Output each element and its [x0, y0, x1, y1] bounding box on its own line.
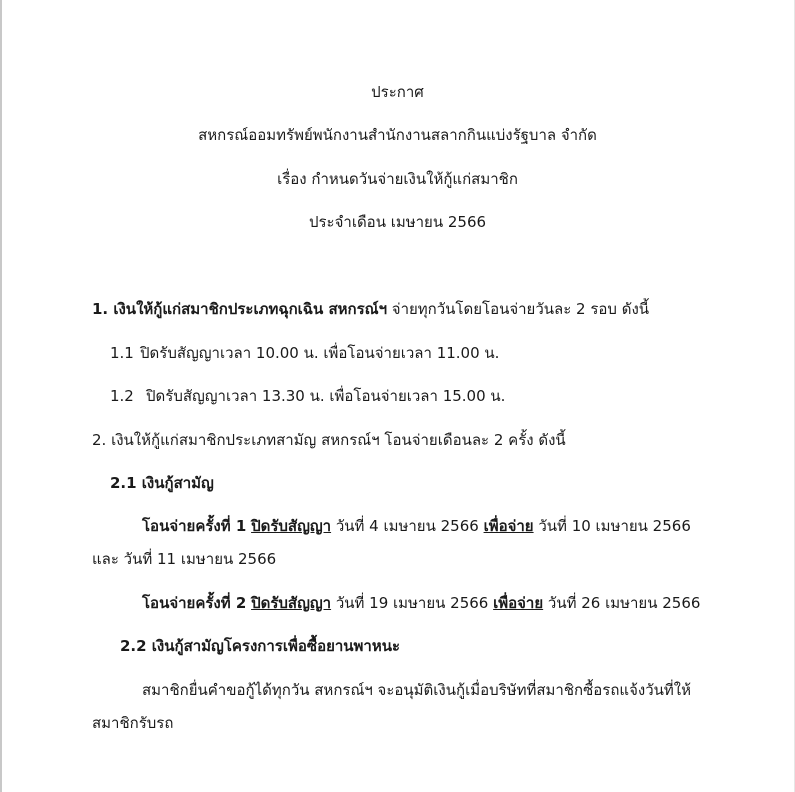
round1-continuation: และ วันที่ 11 เมษายน 2566: [92, 550, 277, 568]
round2-pay-label: เพื่อจ่าย: [493, 594, 544, 612]
organization-name: สหกรณ์ออมทรัพย์พนักงานสำนักงานสลากกินแบ่งรัฐบาล จำกัด: [198, 126, 597, 144]
section1-item-2: [110, 385, 505, 407]
round2-close-label: ปิดรับสัญญา: [251, 594, 332, 612]
section2-2-heading: 2.2 เงินกู้สามัญโครงการเพื่อซื้อยานพาหนะ: [120, 637, 401, 655]
section1-heading-rest: จ่ายทุกวันโดยโอนจ่ายวันละ 2 รอบ ดังนี้: [387, 300, 650, 318]
round1-close-date: วันที่ 4 เมษายน 2566: [331, 517, 484, 535]
round2-label: โอนจ่ายครั้งที่ 2: [142, 594, 247, 612]
round1-pay-date: วันที่ 10 เมษายน 2566: [533, 517, 691, 535]
section2-2-heading-line: [120, 635, 400, 657]
page-left-border: [0, 0, 2, 792]
round1-pay-label: เพื่อจ่าย: [483, 517, 534, 535]
announcement-subject: เรื่อง กำหนดวันจ่ายเงินให้กู้แก่สมาชิก: [277, 170, 518, 188]
round1-close-label: ปิดรับสัญญา: [251, 517, 332, 535]
round2-line: [142, 592, 700, 614]
announcement-title: ประกาศ: [371, 83, 424, 101]
round1-label: โอนจ่ายครั้งที่ 1: [142, 517, 247, 535]
section2-heading: 2. เงินให้กู้แก่สมาชิกประเภทสามัญ สหกรณ์ฯ โอนจ่ายเดือนละ 2 ครั้ง ดังนี้: [92, 431, 566, 449]
section1-item-2-text: ปิดรับสัญญาเวลา 13.30 น. เพื่อโอนจ่ายเวลา 15.00 น.: [146, 387, 506, 405]
section1-item-2-number: 1.2: [110, 387, 134, 405]
round2-close-date: วันที่ 19 เมษายน 2566: [331, 594, 494, 612]
round2-pay-date: วันที่ 26 เมษายน 2566: [543, 594, 701, 612]
section1-item-1-text: ปิดรับสัญญาเวลา 10.00 น. เพื่อโอนจ่ายเวลา 11.00 น.: [140, 344, 500, 362]
section2-1-heading-line: [110, 472, 214, 494]
section1-item-1: [110, 342, 499, 364]
section2-2-text-line2: สมาชิกรับรถ: [92, 714, 174, 732]
section1-item-1-number: 1.1: [110, 344, 134, 362]
section1-heading: 1. เงินให้กู้แก่สมาชิกประเภทฉุกเฉิน สหกรณ์ฯ: [92, 300, 388, 318]
round1-line: [142, 515, 691, 537]
section2-1-heading: 2.1 เงินกู้สามัญ: [110, 474, 214, 492]
section2-2-text-line1: สมาชิกยื่นคำขอกู้ได้ทุกวัน สหกรณ์ฯ จะอนุมัติเงินกู้เมื่อบริษัทที่สมาชิกซื้อรถแจ้งวันที่ให้: [142, 681, 691, 699]
announcement-period: ประจำเดือน เมษายน 2566: [308, 213, 487, 231]
section1-heading-line: [92, 298, 649, 320]
